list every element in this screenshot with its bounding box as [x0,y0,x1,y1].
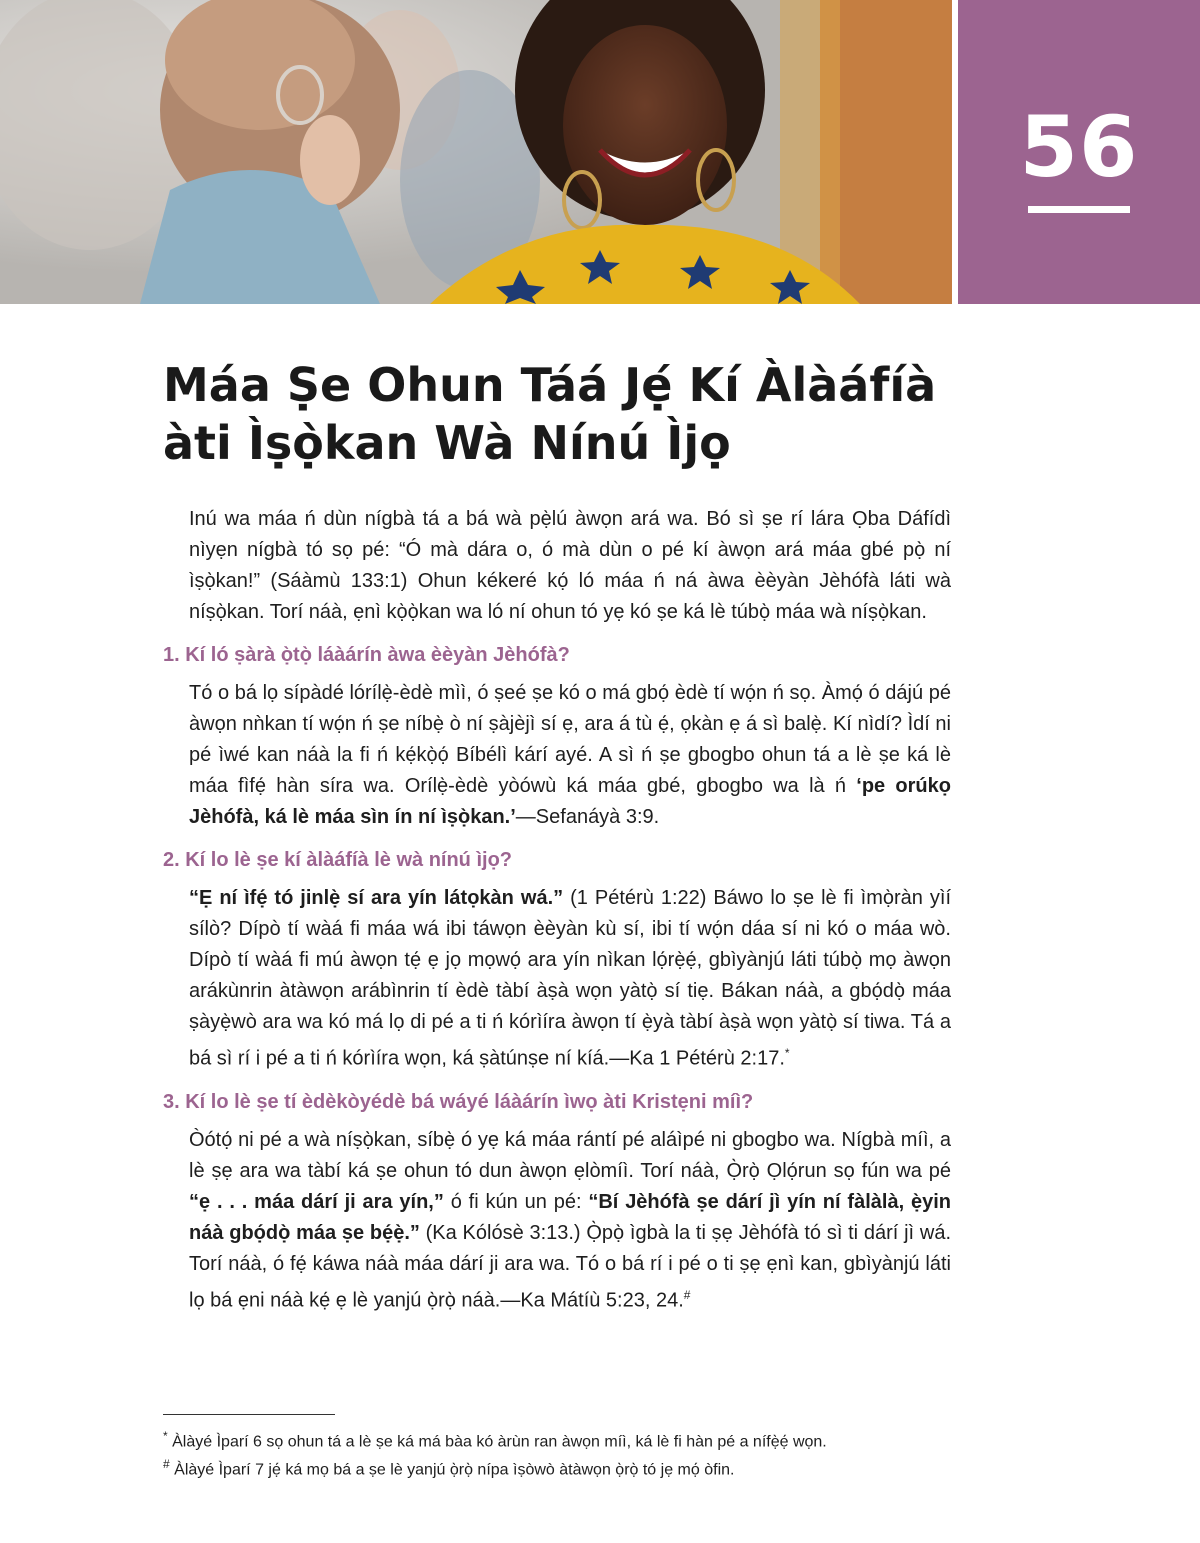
footnote-1-mark: * [163,1429,168,1443]
question-1: 1. Kí ló ṣàrà ọ̀tọ̀ láàárín àwa èèyàn Jèhófà? [163,644,570,666]
footnote-2-mark: # [163,1457,170,1472]
footnote-2 [163,1453,963,1481]
answer-3-bold-b: “Bí Jèhófà ṣe dárí jì yín ní fàlàlà, ẹ̀yin náà gbọ́dọ̀ máa ṣe bẹ́ẹ̀.” [189,1190,951,1244]
answer-1-text: Tó o bá lọ sípàdé lórílẹ̀-èdè mìì, ó ṣeé ṣe kó o má gbọ́ èdè tí wọ́n ń sọ. Àmọ́ ó dájú pé àwọn nǹkan tí wọ́n ń ṣe níbẹ̀ ò ní ṣàjèjì sí ẹ, ara á tù ẹ́, ọkàn ẹ á sì balẹ̀. Kí nìdí? Ìdí ni pé ìwé kan náà la fi ń kẹ́kọ̀ọ́ Bíbélì kárí ayé. A sì ń ṣe gbogbo ohun tá a lè ṣe ká lè máa fìfẹ́ hàn síra wa. Orílẹ̀-èdè yòówù ká máa gbé, gbogbo wa là ń [189,682,951,797]
question-3: 3. Kí lo lè ṣe tí èdèkòyédè bá wáyé láàárín ìwọ àti Kristẹni míì? [163,1090,754,1113]
answer-2 [189,883,951,1075]
intro-paragraph: Inú wa máa ń dùn nígbà tá a bá wà pẹ̀lú àwọn ará wa. Bó sì ṣe rí lára Ọba Dáfídì nìyẹn nígbà tó sọ pé: “Ó mà dára o, ó mà dùn o pé kí àwọn ará máa gbé pọ̀ ní ìṣọ̀kan!” (Sáàmù 133:1) Ohun kékeré kọ́ ló máa ń ná àwa èèyàn Jèhófà láti wà níṣọ̀kan. Torí náà, ẹnì kọ̀ọ̀kan wa ló ní ohun tó yẹ kó ṣe ká lè túbọ̀ máa wà níṣọ̀kan. [189,508,951,623]
lesson-body [163,504,951,1316]
footnote-1 [163,1425,963,1453]
footnote-1-text: Àlàyé Ìparí 6 sọ ohun tá a lè ṣe ká má bàa kó àrùn ran àwọn míì, ká lè fi hàn pé a nífẹ̀ẹ́ wọn. [172,1433,827,1451]
footnotes [163,1414,963,1482]
header-photo [0,0,952,304]
title-line-1: Máa Ṣe Ohun Táá Jẹ́ Kí Àlàáfíà [163,358,937,412]
header [0,0,1200,304]
answer-1 [189,678,951,833]
answer-1-bold-quote: ‘pe orúkọ Jèhófà, ká lè máa sìn ín ní ìṣọ̀kan.’ [189,775,951,828]
footnote-marker-hash[interactable]: # [683,1287,691,1302]
lesson-number-underline [1028,206,1130,213]
answer-3-bold-a: “ẹ . . . máa dárí ji ara yín,” [189,1190,444,1213]
footnote-2-text: Àlàyé Ìparí 7 jẹ́ ká mọ bá a ṣe lè yanjú ọ̀rọ̀ nípa ìṣòwò àtàwọn ọ̀rọ̀ tó jẹ mọ́ òfin. [174,1461,735,1479]
title-line-2: àti Ìṣọ̀kan Wà Nínú Ìjọ [163,416,731,470]
lesson-number: 56 [1019,98,1139,196]
footnote-divider [163,1414,335,1415]
answer-3-text-c: (Ka Kólósè 3:13.) Ọ̀pọ̀ ìgbà la ti ṣẹ Jèhófà tó sì ti dárí jì wá. Torí náà, ó fẹ́ káwa náà máa dárí ji ara wa. Tó o bá rí i pé o ti ṣẹ ẹnì kan, gbìyànjú láti lọ bá ẹni náà kẹ́ ẹ lè yanjú ọ̀rọ̀ náà.—Ka Mátíù 5:23, 24. [189,1221,951,1312]
page-title [163,356,963,472]
footnote-marker-star[interactable]: * [784,1046,790,1060]
answer-2-text: (1 Pétérù 1:22) Báwo lo ṣe lè fi ìmọ̀ràn yìí sílò? Dípò tí wàá fi máa wá ibi táwọn èèyàn kù sí, ibi tí wọ́n dáa sí ni kó o máa wò. Dípò tí wàá fi mú àwọn tẹ́ ẹ jọ mọwọ́ ara yín nìkan lọ́rẹ̀ẹ́, gbìyànjú láti túbọ̀ mọ àwọn arákùnrin àtàwọn arábìnrin tí èdè tàbí àṣà wọn yàtọ̀ sí tiẹ. Bákan náà, a gbọ́dọ̀ máa ṣàyẹ̀wò ara wa kó má lọ di pé a ti ń kórìíra àwọn tí ẹ̀yà tàbí àṣà wọn yàtọ̀ sí tiwa. Tá a bá sì rí i pé a ti ń kórìíra wọn, ká ṣàtúnṣe ní kíá.—Ka 1 Pétérù 2:17. [189,887,951,1070]
answer-2-bold-quote: “Ẹ ní ìfẹ́ tó jinlẹ̀ sí ara yín látọkàn wá.” [189,887,564,909]
answer-3 [189,1125,951,1317]
photo-illustration [0,0,952,304]
answer-3-text-a: Òótọ́ ni pé a wà níṣọ̀kan, síbẹ̀ ó yẹ ká máa rántí pé aláìpé ni gbogbo wa. Nígbà míì, a lè ṣẹ ara wa tàbí ká ṣe ohun tó dun àwọn ẹlòmíì. Torí náà, Ọ̀rọ̀ Ọlọ́run sọ fún wa pé [189,1128,951,1182]
question-2: 2. Kí lo lè ṣe kí àlàáfíà lè wà nínú ìjọ? [163,849,513,871]
answer-1-reference: —Sefanáyà 3:9. [515,806,660,828]
answer-3-text-b: ó fi kún un pé: [443,1190,589,1213]
lesson-number-panel [958,0,1200,304]
